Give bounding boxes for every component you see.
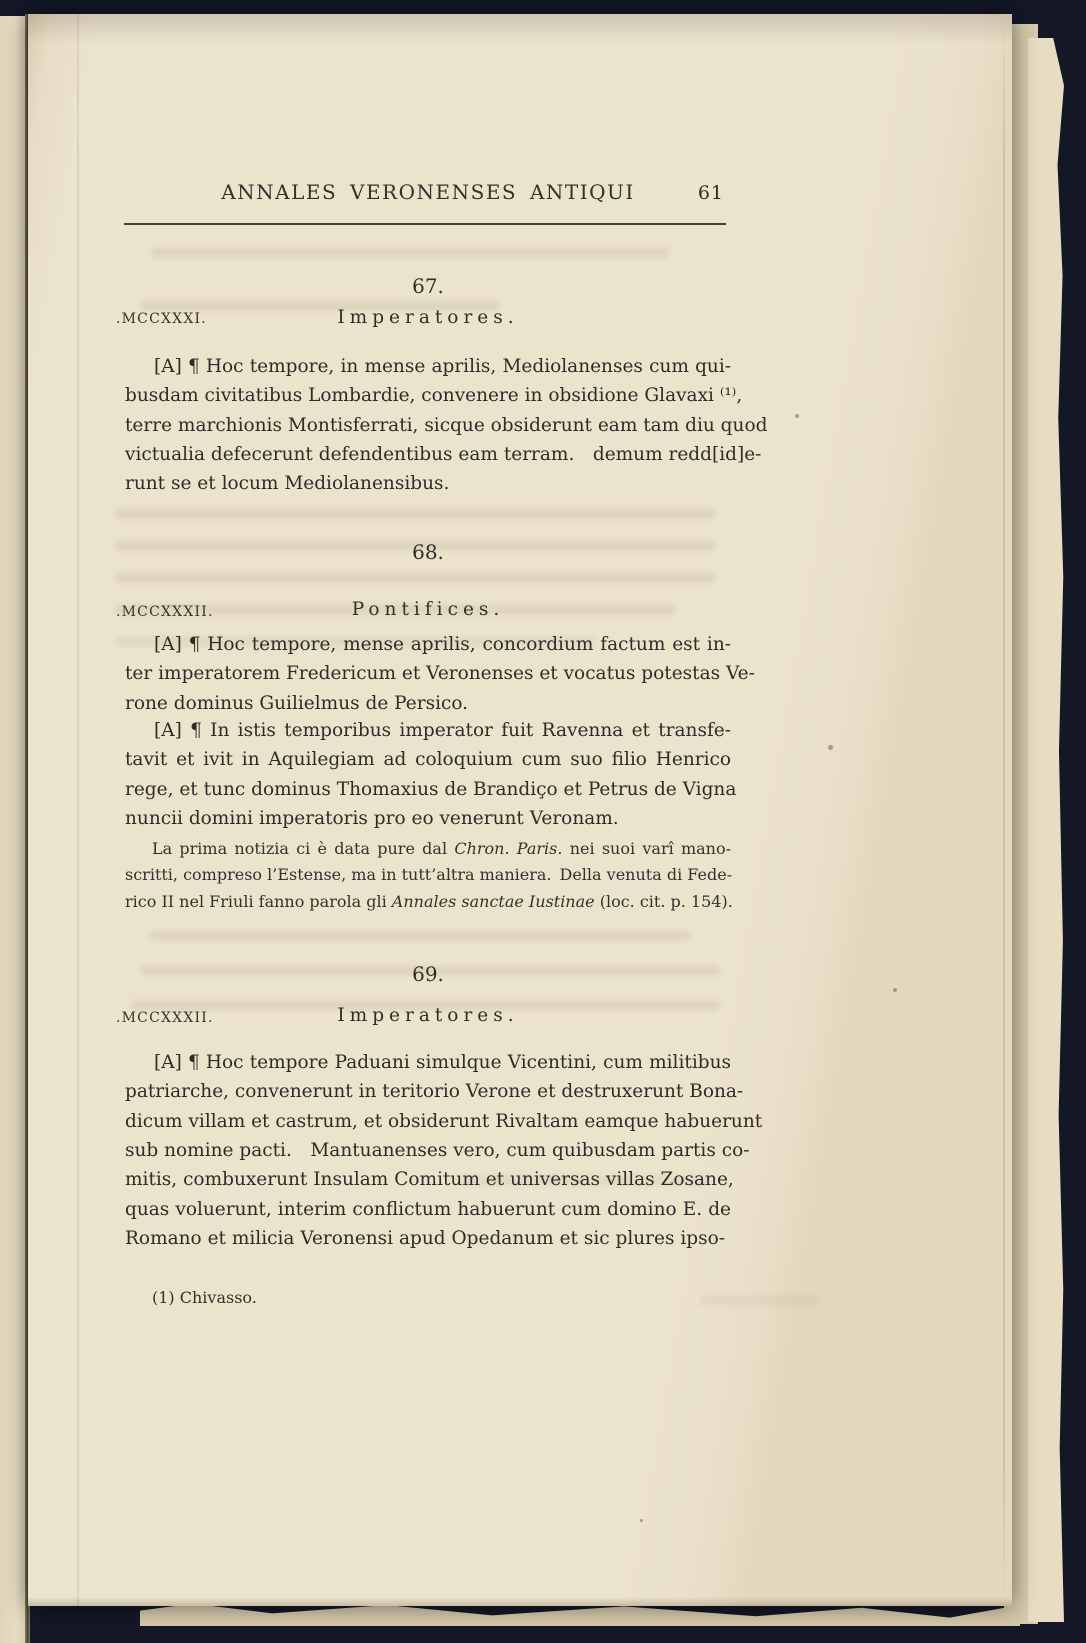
footnote: (1) Chivasso. xyxy=(152,1288,257,1307)
section-68-heading: Pontifices. xyxy=(351,599,505,620)
running-header: ANNALES VERONENSES ANTIQUI xyxy=(221,180,635,204)
text-line: rege, et tunc dominus Thomaxius de Brandiço et Petrus de Vigna xyxy=(125,778,737,800)
section-68-paragraph-1 xyxy=(125,630,755,718)
page-edge-stack-outer xyxy=(1028,38,1064,1622)
editorial-note xyxy=(125,836,731,915)
section-68-number: 68. xyxy=(412,540,444,564)
show-through xyxy=(115,572,715,583)
section-67-number: 67. xyxy=(412,274,444,298)
text-line: patriarche, convenerunt in teritorio Verone et destruxerunt Bona- xyxy=(125,1081,744,1103)
paper-speck xyxy=(828,745,833,750)
text-line: [A] ¶ Hoc tempore Paduani simulque Vicentini, cum militibus xyxy=(154,1052,731,1073)
text-line: La prima notizia ci è data pure dal Chron. Paris. nei suoi varî mano- xyxy=(152,839,732,858)
text-line: ter imperatorem Fredericum et Veronenses et vocatus potestas Ve- xyxy=(125,663,755,685)
text-line: nuncii domini imperatoris pro eo venerunt Veronam. xyxy=(125,808,619,830)
section-69-paragraph xyxy=(125,1048,763,1253)
text-line: dicum villam et castrum, et obsiderunt Rivaltam eamque habuerunt xyxy=(125,1110,763,1132)
text-line: [A] ¶ Hoc tempore, in mense aprilis, Mediolanenses cum qui- xyxy=(154,356,731,377)
section-69-margin-date: .MCCXXXII. xyxy=(116,1010,214,1026)
show-through xyxy=(115,508,715,519)
text-line: [A] ¶ In istis temporibus imperator fuit Ravenna et transfe- xyxy=(154,720,731,741)
header-rule xyxy=(124,223,726,225)
facing-page-edge xyxy=(0,16,26,1643)
text-line: rone dominus Guilielmus de Persico. xyxy=(125,692,469,714)
text-line: runt se et locum Mediolanensibus. xyxy=(125,473,450,495)
paper-speck xyxy=(795,414,799,418)
right-margin-fold xyxy=(1003,14,1005,1606)
text-line: rico II nel Friuli fanno parola gli Annales sanctae Iustinae (loc. cit. p. 154). xyxy=(125,891,733,911)
text-line: quas voluerunt, interim conflictum habuerunt cum domino E. de xyxy=(125,1198,731,1220)
book-page xyxy=(28,14,1012,1606)
text-line: [A] ¶ Hoc tempore, mense aprilis, concordium factum est in- xyxy=(154,634,731,655)
show-through xyxy=(150,930,690,941)
section-68-paragraph-2 xyxy=(125,716,737,833)
text-line: Romano et milicia Veronensi apud Opedanum et sic plures ipso- xyxy=(125,1228,725,1250)
gutter-crease xyxy=(77,14,79,1606)
paper-speck xyxy=(893,988,897,992)
show-through xyxy=(700,1295,820,1306)
section-69-heading: Imperatores. xyxy=(337,1005,519,1026)
section-69-number: 69. xyxy=(412,962,444,986)
show-through xyxy=(150,247,670,258)
section-67-heading: Imperatores. xyxy=(337,307,519,328)
text-line: victualia defecerunt defendentibus eam terram. demum redd[id]e- xyxy=(125,444,762,466)
page-number: 61 xyxy=(697,182,724,204)
text-line: sub nomine pacti. Mantuanenses vero, cum quibusdam partis co- xyxy=(125,1140,750,1162)
paper-speck xyxy=(640,1519,643,1522)
text-line: busdam civitatibus Lombardie, convenere in obsidione Glavaxi ⁽¹⁾, xyxy=(125,385,743,407)
text-line: tavit et ivit in Aquilegiam ad coloquium cum suo filio Henrico xyxy=(125,749,731,771)
section-68-margin-date: .MCCXXXII. xyxy=(116,604,214,620)
section-67-margin-date: .MCCXXXI. xyxy=(116,311,207,327)
text-line: terre marchionis Montisferrati, sicque obsiderunt eam tam diu quod xyxy=(125,414,768,436)
text-line: mitis, combuxerunt Insulam Comitum et universas villas Zosane, xyxy=(125,1169,734,1191)
text-line: scritti, compreso l’Estense, ma in tutt’altra maniera. Della venuta di Fede- xyxy=(125,865,733,885)
section-67-paragraph xyxy=(125,352,768,499)
